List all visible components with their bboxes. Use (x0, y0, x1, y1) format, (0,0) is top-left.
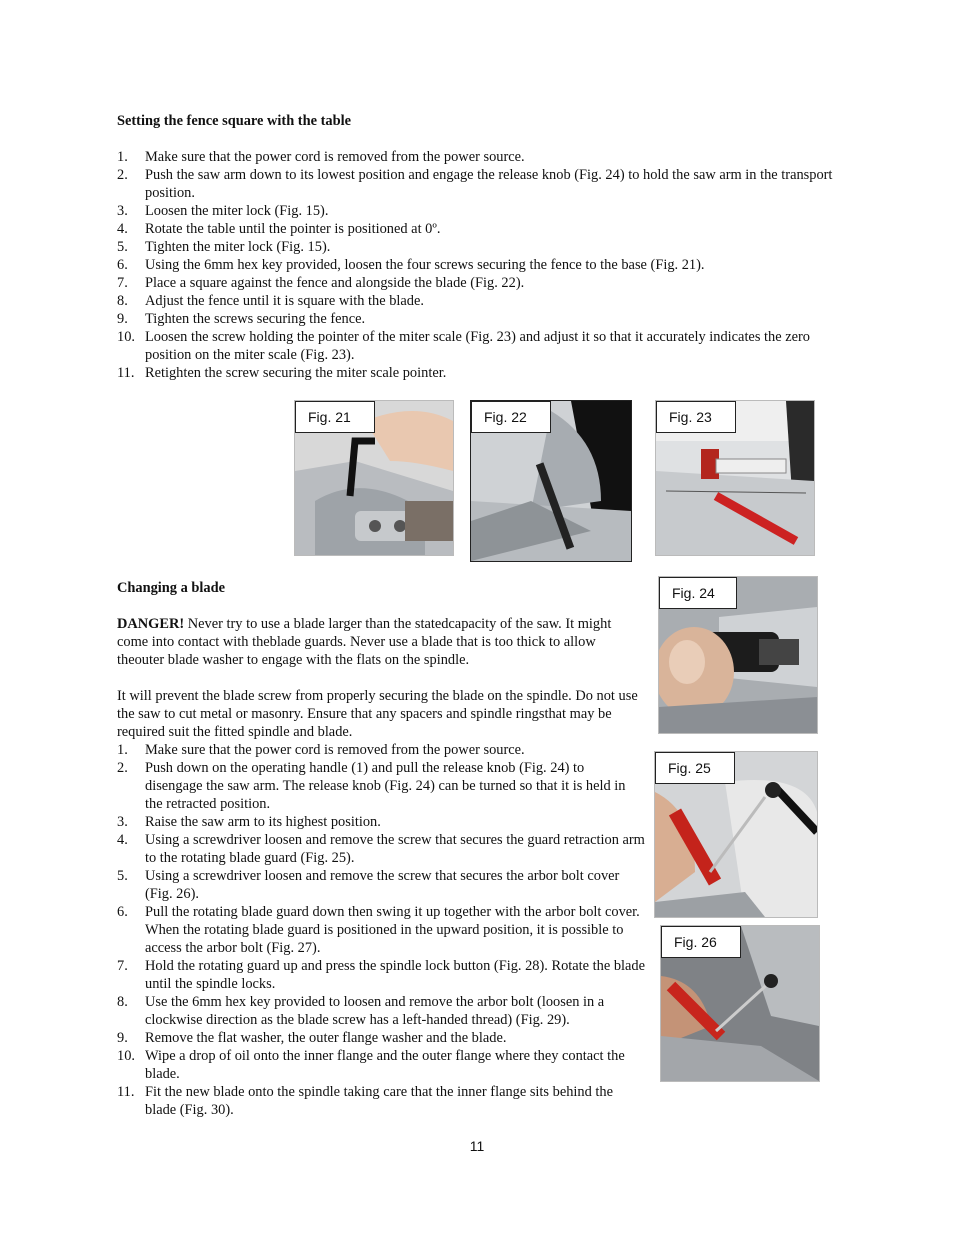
figure-label: Fig. 26 (661, 926, 741, 958)
step-number: 11. (117, 365, 135, 381)
step-text: Rotate the table until the pointer is positioned at 0º. (145, 221, 441, 237)
figure-22-photo (470, 400, 632, 562)
danger-paragraph (117, 615, 641, 669)
step-number: 7. (117, 275, 128, 291)
step-text: Use the 6mm hex key provided to loosen and remove the arbor bolt (loosen in a clockwise direction as the blade screw has a left-handed thread) (Fig. 29). (145, 994, 605, 1028)
step-number: 3. (117, 203, 128, 219)
step-number: 9. (117, 1030, 128, 1046)
list-item (117, 148, 837, 166)
section-title-blade: Changing a blade (117, 580, 225, 596)
step-number: 1. (117, 742, 128, 758)
figure-25-photo (654, 751, 818, 918)
step-text: Using a screwdriver loosen and remove the screw that secures the guard retraction arm to the rotating blade guard (Fig. 25). (145, 832, 645, 866)
list-item (117, 364, 837, 382)
step-text: Push the saw arm down to its lowest position and engage the release knob (Fig. 24) to hold the saw arm in the transport position. (145, 167, 833, 201)
step-text: Retighten the screw securing the miter scale pointer. (145, 365, 447, 381)
figure-label: Fig. 21 (295, 401, 375, 433)
step-number: 9. (117, 311, 128, 327)
step-text: Loosen the miter lock (Fig. 15). (145, 203, 329, 219)
step-number: 8. (117, 293, 128, 309)
step-text: Make sure that the power cord is removed from the power source. (145, 742, 525, 758)
list-item (117, 166, 837, 202)
list-item (117, 741, 645, 759)
list-item (117, 310, 837, 328)
step-text: Push down on the operating handle (1) and pull the release knob (Fig. 24) to disengage the saw arm. The release knob (Fig. 24) can be turned so that it is held in the retracted position. (145, 760, 626, 812)
page-number: 11 (469, 1138, 485, 1154)
step-number: 11. (117, 1084, 135, 1100)
warning-paragraph: It will prevent the blade screw from properly securing the blade on the spindle. Do not use the saw to cut metal or masonry. Ensure that any spacers and spindle ringsthat may be required suit the fitted spindle and blade. (117, 688, 638, 740)
list-item (117, 1047, 645, 1083)
list-item (117, 1029, 645, 1047)
list-item (117, 292, 837, 310)
step-text: Using the 6mm hex key provided, loosen the four screws securing the fence to the base (Fig. 21). (145, 257, 705, 273)
list-item (117, 202, 837, 220)
step-text: Tighten the miter lock (Fig. 15). (145, 239, 331, 255)
list-item (117, 328, 837, 364)
list-item (117, 256, 837, 274)
step-text: Loosen the screw holding the pointer of the miter scale (Fig. 23) and adjust it so that it accurately indicates the zero position on the miter scale (Fig. 23). (145, 329, 810, 363)
figure-23-photo (655, 400, 815, 556)
section-title-fence: Setting the fence square with the table (117, 113, 351, 129)
list-item (117, 903, 645, 957)
step-text: Place a square against the fence and alongside the blade (Fig. 22). (145, 275, 525, 291)
step-number: 4. (117, 221, 128, 237)
danger-text: Never try to use a blade larger than the statedcapacity of the saw. It might come into contact with theblade guards. Never use a blade that is too thick to allow theouter blade washer to engage with the flats on the spindle. (117, 616, 612, 668)
step-number: 5. (117, 868, 128, 884)
figure-21-photo (294, 400, 454, 556)
step-text: Adjust the fence until it is square with the blade. (145, 293, 424, 309)
step-text: Pull the rotating blade guard down then swing it up together with the arbor bolt cover. When the rotating blade guard is positioned in the upward position, it is possible to access the arbor bolt (Fig. 27). (145, 904, 640, 956)
list-item (117, 759, 645, 813)
step-number: 10. (117, 329, 135, 345)
step-text: Make sure that the power cord is removed from the power source. (145, 149, 525, 165)
step-text: Fit the new blade onto the spindle taking care that the inner flange sits behind the blade (Fig. 30). (145, 1084, 613, 1118)
step-text: Raise the saw arm to its highest position. (145, 814, 381, 830)
figure-label: Fig. 22 (471, 401, 551, 433)
danger-label: DANGER! (117, 616, 185, 632)
step-number: 2. (117, 760, 128, 776)
step-number: 2. (117, 167, 128, 183)
step-number: 10. (117, 1048, 135, 1064)
list-item (117, 238, 837, 256)
step-number: 5. (117, 239, 128, 255)
step-text: Using a screwdriver loosen and remove the screw that secures the arbor bolt cover (Fig. 26). (145, 868, 620, 902)
figure-label: Fig. 24 (659, 577, 737, 609)
list-item (117, 993, 645, 1029)
step-text: Tighten the screws securing the fence. (145, 311, 366, 327)
step-number: 8. (117, 994, 128, 1010)
list-item (117, 831, 645, 867)
figure-26-photo (660, 925, 820, 1082)
list-item (117, 867, 645, 903)
step-number: 3. (117, 814, 128, 830)
step-text: Wipe a drop of oil onto the inner flange and the outer flange where they contact the blade. (145, 1048, 625, 1082)
list-item (117, 813, 645, 831)
step-text: Hold the rotating guard up and press the spindle lock button (Fig. 28). Rotate the blade until the spindle locks. (145, 958, 645, 992)
step-number: 6. (117, 257, 128, 273)
list-item (117, 220, 837, 238)
figure-24-photo (658, 576, 818, 734)
step-number: 4. (117, 832, 128, 848)
blade-steps-list (117, 741, 645, 1119)
step-number: 1. (117, 149, 128, 165)
list-item (117, 274, 837, 292)
list-item (117, 957, 645, 993)
fence-steps-list (117, 148, 837, 382)
figure-label: Fig. 25 (655, 752, 735, 784)
list-item (117, 1083, 645, 1119)
step-text: Remove the flat washer, the outer flange washer and the blade. (145, 1030, 507, 1046)
figure-label: Fig. 23 (656, 401, 736, 433)
step-number: 7. (117, 958, 128, 974)
step-number: 6. (117, 904, 128, 920)
